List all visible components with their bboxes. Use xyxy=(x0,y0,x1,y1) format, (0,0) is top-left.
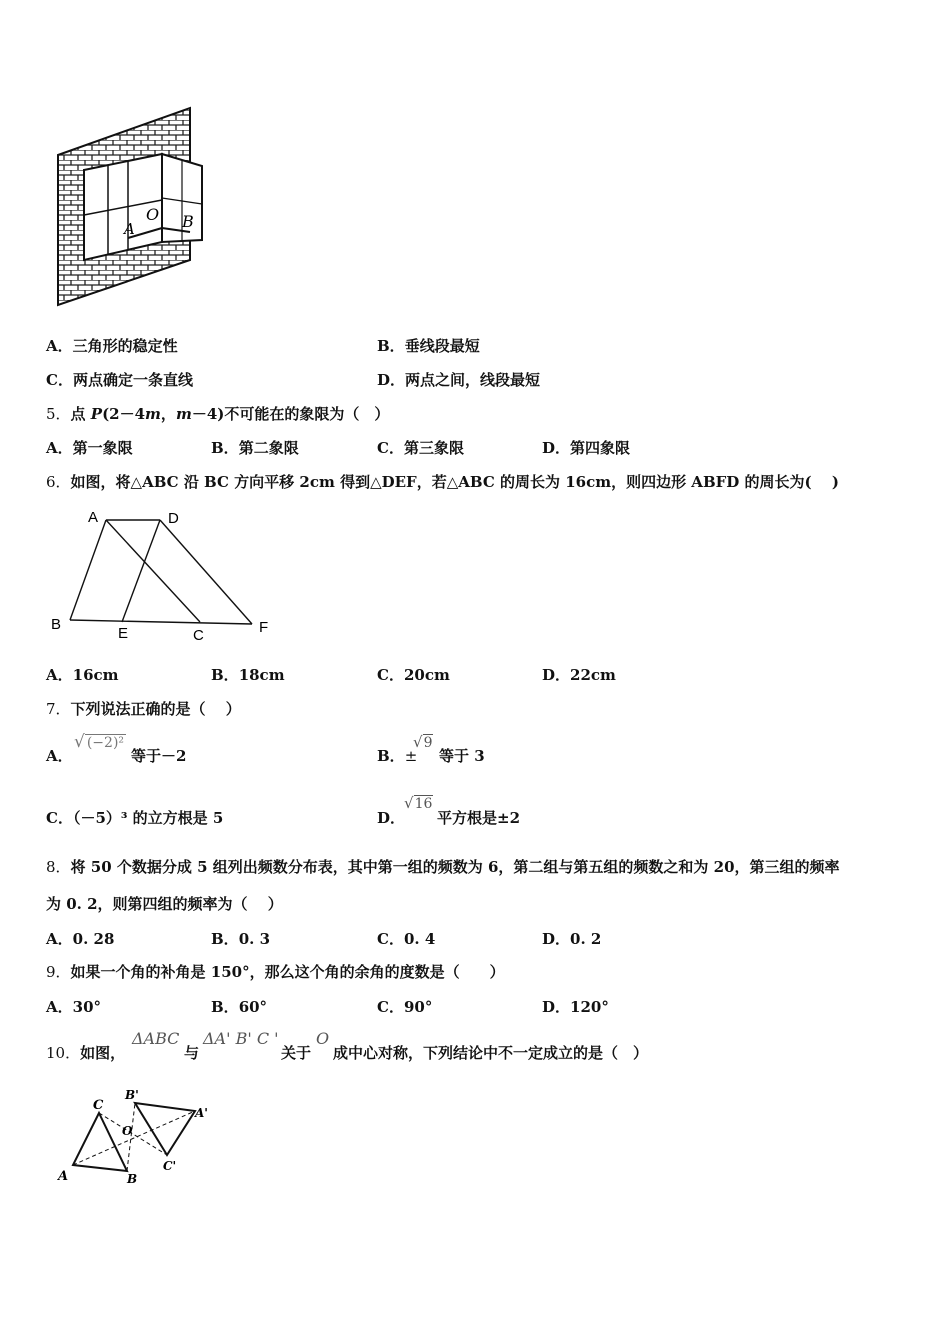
q8-option-c: C．0. 4 xyxy=(377,930,436,948)
q4-label-o: O xyxy=(146,205,160,224)
q7-stem: 7．下列说法正确的是（ ） xyxy=(46,700,241,718)
q8-option-b: B．0. 3 xyxy=(211,930,271,948)
q9-option-d: D．120° xyxy=(542,998,609,1016)
q10-text-yu: 与 xyxy=(184,1044,200,1062)
q5-option-b: B．第二象限 xyxy=(211,439,299,457)
q4-label-b: B xyxy=(182,212,194,231)
q7-option-d: D． xyxy=(377,809,406,827)
q10-math-abc: ΔABC xyxy=(132,1029,180,1048)
q6-option-a: A．16cm xyxy=(46,666,119,684)
q5-option-c: C．第三象限 xyxy=(377,439,464,457)
q10-label-b-prime: B' xyxy=(125,1088,139,1102)
q6-label-e: E xyxy=(118,625,129,642)
q7-option-d-text: 平方根是±2 xyxy=(437,809,521,827)
q10-label-c: C xyxy=(93,1098,104,1113)
q10-text-rest: 成中心对称，下列结论中不一定成立的是（ ） xyxy=(333,1044,649,1062)
q10-label-o: O xyxy=(122,1124,133,1138)
q6-label-b: B xyxy=(51,616,62,633)
q6-translation-figure xyxy=(48,505,278,650)
q4-option-c: C．两点确定一条直线 xyxy=(46,371,193,389)
q8-stem-line2: 为 0. 2，则第四组的频率为（ ） xyxy=(46,895,283,913)
q7-option-c: C．（－5）³ 的立方根是 5 xyxy=(46,809,224,827)
q6-option-b: B．18cm xyxy=(211,666,285,684)
q4-label-a: A xyxy=(124,220,135,238)
q6-label-f: F xyxy=(259,619,269,636)
q6-option-c: C．20cm xyxy=(377,666,450,684)
q10-symmetry-figure xyxy=(55,1083,220,1188)
q10-label-a: A xyxy=(58,1169,69,1184)
q7-option-b: B．± xyxy=(377,747,418,765)
q6-label-d: D xyxy=(168,510,179,527)
q7-option-b-sqrt: √9 xyxy=(413,733,433,751)
q6-label-a: A xyxy=(88,509,99,526)
q10-text-guanyu: 关于 xyxy=(281,1044,312,1062)
q6-option-d: D．22cm xyxy=(542,666,616,684)
q6-stem: 6．如图，将△ABC 沿 BC 方向平移 2cm 得到△DEF，若△ABC 的周长为 16cm，则四边形 ABFD 的周长为( ) xyxy=(46,473,839,491)
q10-math-o: O xyxy=(316,1029,330,1048)
q9-option-b: B．60° xyxy=(211,998,268,1016)
q8-option-d: D．0. 2 xyxy=(542,930,602,948)
q10-stem-start: 10．如图， xyxy=(46,1044,126,1062)
q4-option-d: D．两点之间，线段最短 xyxy=(377,371,541,389)
q10-label-c-prime: C' xyxy=(163,1159,177,1173)
q8-stem-line1: 8．将 50 个数据分成 5 组列出频数分布表，其中第一组的频数为 6，第二组与第五组的频数之和为 20，第三组的频率 xyxy=(46,858,840,876)
q7-option-a-sqrt: √ (−2)² xyxy=(74,732,125,752)
q10-label-a-prime: A' xyxy=(195,1106,208,1120)
q7-option-b-text: 等于 3 xyxy=(439,747,485,765)
q10-label-b: B xyxy=(127,1172,138,1186)
q7-option-d-sqrt: √16 xyxy=(404,794,433,812)
q8-option-a: A．0. 28 xyxy=(46,930,115,948)
q10-math-abc-prime: ΔA' B' C ' xyxy=(203,1029,279,1048)
q5-option-a: A．第一象限 xyxy=(46,439,133,457)
q5-stem: 5．点 P(2－4m，m－4)不可能在的象限为（ ） xyxy=(46,405,390,423)
q9-stem: 9．如果一个角的补角是 150°，那么这个角的余角的度数是（ ） xyxy=(46,963,505,981)
q5-option-d: D．第四象限 xyxy=(542,439,631,457)
q9-option-c: C．90° xyxy=(377,998,433,1016)
q7-option-a-text: 等于－2 xyxy=(131,747,187,765)
q4-option-b: B．垂线段最短 xyxy=(377,337,480,355)
q4-option-a: A．三角形的稳定性 xyxy=(46,337,178,355)
q6-label-c: C xyxy=(193,627,204,644)
q9-option-a: A．30° xyxy=(46,998,102,1016)
q7-option-a: A． xyxy=(46,747,73,765)
q4-window-figure xyxy=(50,100,210,310)
